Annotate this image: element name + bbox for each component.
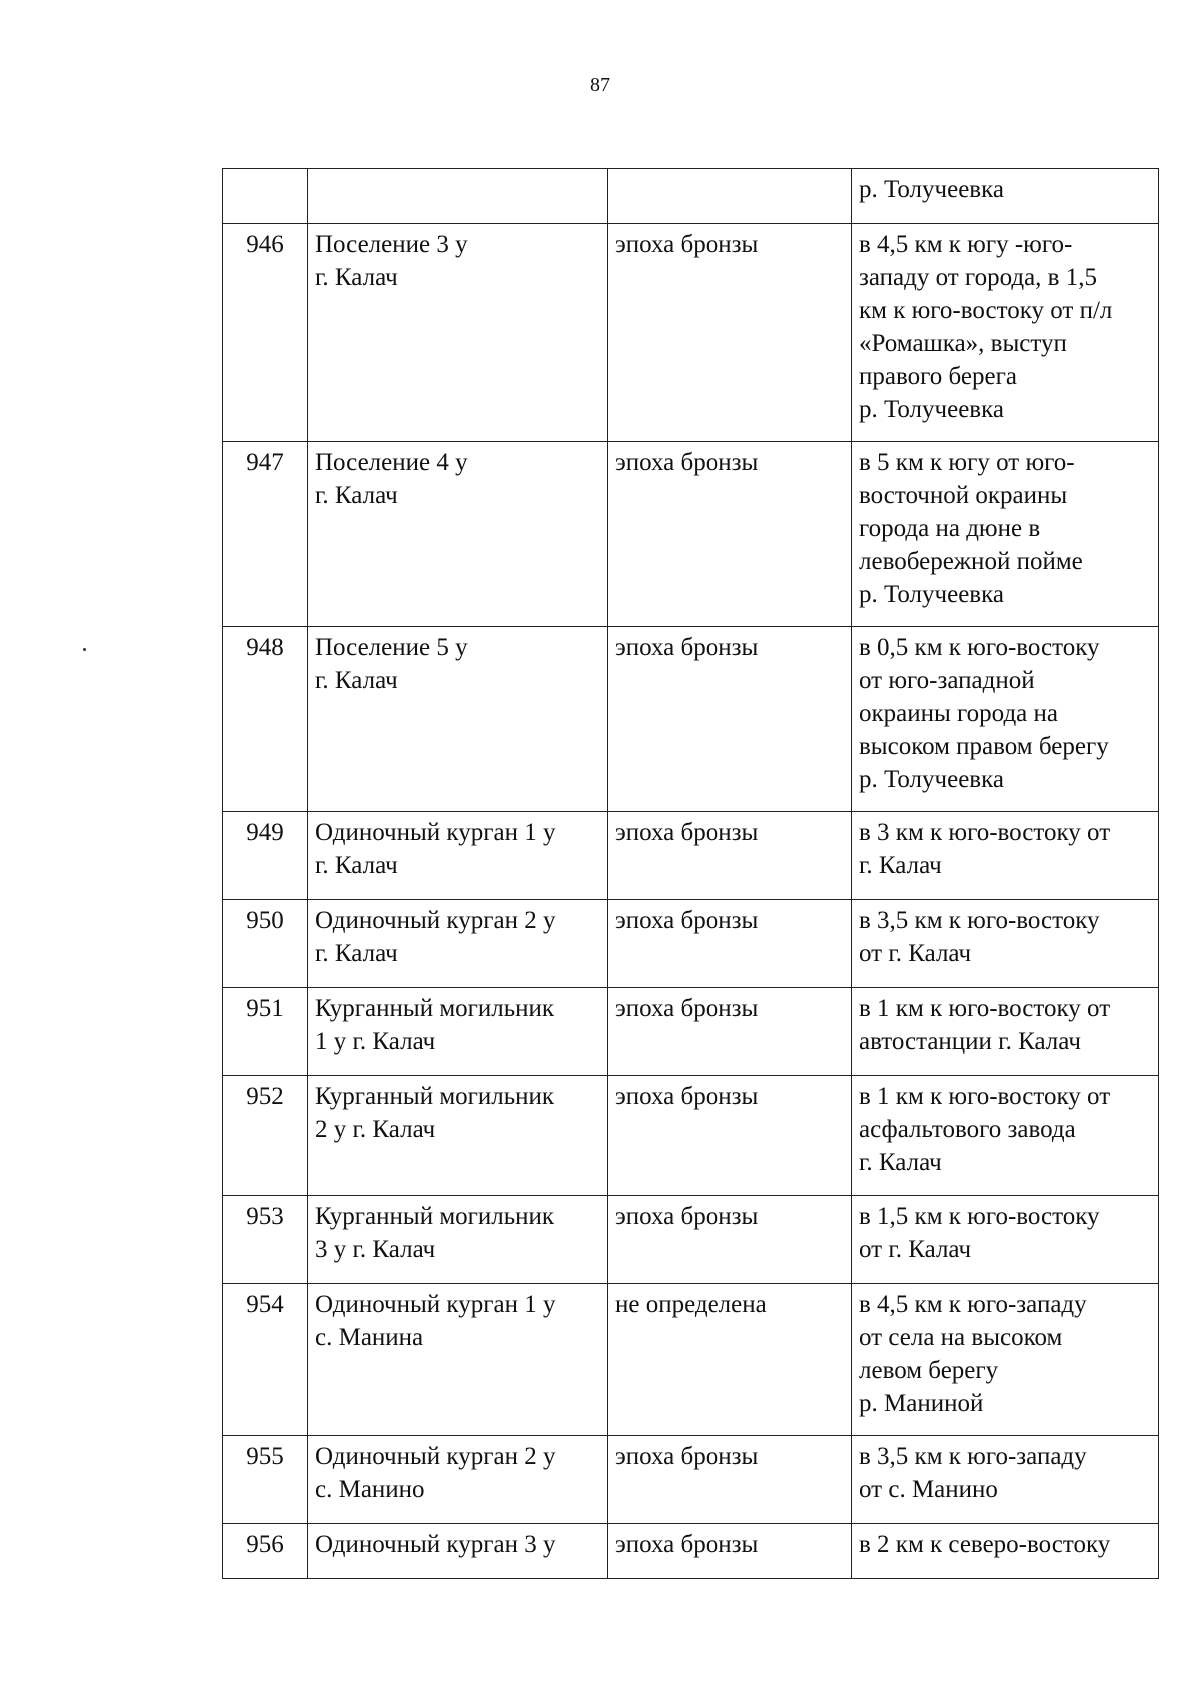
table-row [223, 1524, 1159, 1579]
table-row [223, 1076, 1159, 1196]
cell-period-line: эпоха бронзы [615, 819, 759, 846]
cell-period [608, 812, 852, 900]
cell-location-line: «Ромашка», выступ [859, 330, 1067, 357]
table-body [223, 169, 1159, 1579]
cell-name-line: Одиночный курган 1 у [315, 819, 556, 846]
cell-number: 949 [223, 812, 308, 900]
cell-location-line: города на дюне в [859, 515, 1041, 542]
cell-location [852, 1196, 1159, 1284]
cell-location-line: в 5 км к югу от юго- [859, 449, 1075, 476]
cell-period [608, 1524, 852, 1579]
cell-period-line: эпоха бронзы [615, 995, 759, 1022]
table-row [223, 1196, 1159, 1284]
cell-name-line: Поселение 3 у [315, 231, 468, 258]
cell-location-line: правого берега [859, 363, 1017, 390]
cell-period-line: эпоха бронзы [615, 1083, 759, 1110]
cell-location [852, 988, 1159, 1076]
cell-period-line: эпоха бронзы [615, 907, 759, 934]
cell-period [608, 1076, 852, 1196]
table-row [223, 169, 1159, 224]
cell-number: 955 [223, 1436, 308, 1524]
cell-period-line: эпоха бронзы [615, 231, 759, 258]
table-row [223, 1284, 1159, 1436]
cell-period [608, 1284, 852, 1436]
cell-location-line: км к юго-востоку от п/л [859, 297, 1113, 324]
cell-location [852, 442, 1159, 627]
cell-name [308, 1196, 608, 1284]
cell-location-line: от с. Манино [859, 1476, 998, 1503]
cell-period-line: эпоха бронзы [615, 1443, 759, 1470]
cell-name-line: Курганный могильник [315, 1083, 555, 1110]
cell-number: 953 [223, 1196, 308, 1284]
cell-name-line: Поселение 5 у [315, 634, 468, 661]
cell-location-line: от г. Калач [859, 940, 972, 967]
table-row [223, 900, 1159, 988]
cell-name-line: 1 у г. Калач [315, 1028, 436, 1055]
cell-location [852, 812, 1159, 900]
cell-period [608, 1436, 852, 1524]
cell-location-line: левом берегу [859, 1357, 999, 1384]
cell-location [852, 224, 1159, 442]
cell-location-line: восточной окраины [859, 482, 1068, 509]
cell-location [852, 1284, 1159, 1436]
table-row [223, 812, 1159, 900]
cell-period-line: не определена [615, 1291, 767, 1318]
cell-number: 950 [223, 900, 308, 988]
cell-name [308, 1524, 608, 1579]
cell-location-line: в 4,5 км к юго-западу [859, 1291, 1087, 1318]
cell-location-line: г. Калач [859, 852, 942, 879]
table-row [223, 442, 1159, 627]
cell-period [608, 169, 852, 224]
cell-name [308, 900, 608, 988]
cell-location [852, 1436, 1159, 1524]
cell-period-line: эпоха бронзы [615, 449, 759, 476]
cell-name-line: г. Калач [315, 852, 398, 879]
cell-location-line: в 3 км к юго-востоку от [859, 819, 1111, 846]
table-row [223, 1436, 1159, 1524]
cell-name-line: Одиночный курган 2 у [315, 907, 556, 934]
cell-location [852, 1524, 1159, 1579]
cell-location [852, 1076, 1159, 1196]
cell-location-line: от села на высоком [859, 1324, 1063, 1351]
cell-location-line: от г. Калач [859, 1236, 972, 1263]
table-row [223, 988, 1159, 1076]
cell-name [308, 812, 608, 900]
cell-number [223, 169, 308, 224]
cell-location-line: западу от города, в 1,5 [859, 264, 1097, 291]
cell-location-line: р. Толучеевка [859, 396, 1004, 423]
cell-name-line: с. Манина [315, 1324, 424, 1351]
cell-period-line: эпоха бронзы [615, 1531, 759, 1558]
cell-number: 948 [223, 627, 308, 812]
cell-period-line: эпоха бронзы [615, 634, 759, 661]
cell-location-line: р. Толучеевка [859, 581, 1004, 608]
cell-number: 956 [223, 1524, 308, 1579]
cell-name-line: Курганный могильник [315, 995, 555, 1022]
cell-location-line: в 0,5 км к юго-востоку [859, 634, 1100, 661]
cell-name-line: 3 у г. Калач [315, 1236, 436, 1263]
cell-name [308, 442, 608, 627]
cell-name-line: Одиночный курган 3 у [315, 1531, 556, 1558]
cell-name-line: г. Калач [315, 482, 398, 509]
cell-period [608, 224, 852, 442]
scan-speck [83, 648, 86, 651]
cell-location [852, 627, 1159, 812]
cell-number: 947 [223, 442, 308, 627]
cell-location-line: асфальтового завода [859, 1116, 1076, 1143]
cell-name-line: с. Манино [315, 1476, 425, 1503]
cell-location [852, 169, 1159, 224]
table-row [223, 627, 1159, 812]
cell-location-line: р. Толучеевка [859, 766, 1004, 793]
cell-period [608, 627, 852, 812]
table-row [223, 224, 1159, 442]
cell-name [308, 988, 608, 1076]
cell-period [608, 900, 852, 988]
cell-location-line: от юго-западной [859, 667, 1035, 694]
cell-location-line: г. Калач [859, 1149, 942, 1176]
cell-period-line: эпоха бронзы [615, 1203, 759, 1230]
cell-location [852, 900, 1159, 988]
cell-location-line: в 3,5 км к юго-западу [859, 1443, 1087, 1470]
cell-period [608, 442, 852, 627]
cell-name [308, 1076, 608, 1196]
cell-name-line: 2 у г. Калач [315, 1116, 436, 1143]
cell-number: 951 [223, 988, 308, 1076]
cell-location-line: в 3,5 км к юго-востоку [859, 907, 1100, 934]
cell-location-line: высоком правом берегу [859, 733, 1109, 760]
cell-location-line: р. Маниной [859, 1390, 984, 1417]
cell-number: 946 [223, 224, 308, 442]
cell-number: 952 [223, 1076, 308, 1196]
cell-name [308, 1436, 608, 1524]
cell-name-line: Одиночный курган 2 у [315, 1443, 556, 1470]
cell-name-line: Курганный могильник [315, 1203, 555, 1230]
cell-name [308, 1284, 608, 1436]
cell-name [308, 169, 608, 224]
cell-name-line: г. Калач [315, 940, 398, 967]
cell-period [608, 988, 852, 1076]
cell-name [308, 224, 608, 442]
cell-location-line: в 1 км к юго-востоку от [859, 1083, 1111, 1110]
cell-name-line: Одиночный курган 1 у [315, 1291, 556, 1318]
cell-location-line: окраины города на [859, 700, 1058, 727]
heritage-registry-table [222, 168, 1159, 1579]
cell-location-line: р. Толучеевка [859, 176, 1004, 203]
page-number: 87 [590, 74, 610, 96]
cell-number: 954 [223, 1284, 308, 1436]
cell-location-line: в 1,5 км к юго-востоку [859, 1203, 1100, 1230]
cell-location-line: левобережной пойме [859, 548, 1083, 575]
cell-location-line: в 4,5 км к югу -юго- [859, 231, 1073, 258]
cell-location-line: автостанции г. Калач [859, 1028, 1081, 1055]
cell-name-line: г. Калач [315, 667, 398, 694]
cell-period [608, 1196, 852, 1284]
cell-name [308, 627, 608, 812]
cell-name-line: г. Калач [315, 264, 398, 291]
cell-location-line: в 2 км к северо-востоку [859, 1531, 1111, 1558]
cell-name-line: Поселение 4 у [315, 449, 468, 476]
cell-location-line: в 1 км к юго-востоку от [859, 995, 1111, 1022]
